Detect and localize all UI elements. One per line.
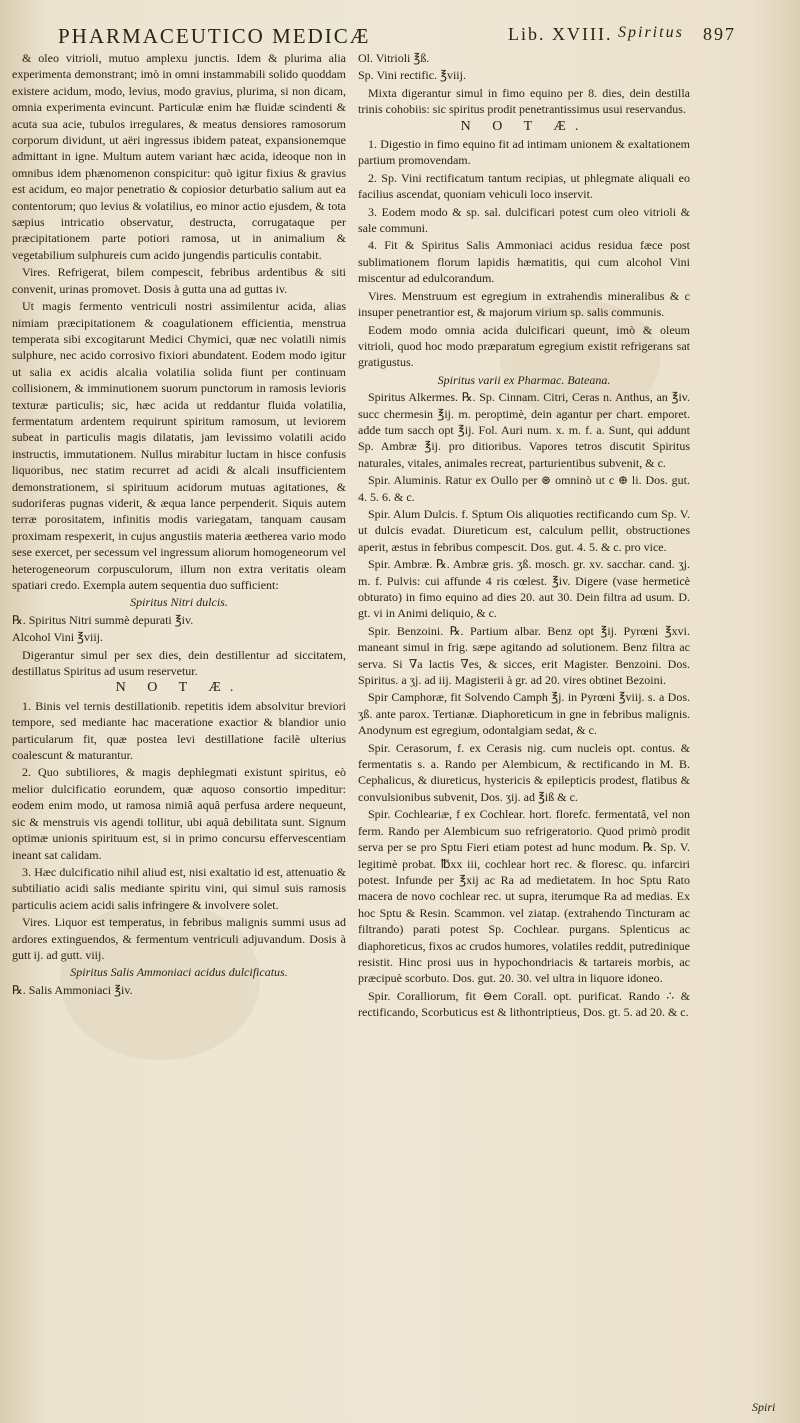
- paragraph: Vires. Refrigerat, bilem compescit, febribus ardentibus & siti convenit, urinas promovet. Dosis à gutta una ad guttas iv.: [12, 265, 346, 296]
- paragraph: 1. Digestio in fimo equino fit ad intimam unionem & exaltationem partium promovendam.: [358, 137, 690, 168]
- paragraph: Spir Camphoræ, fit Solvendo Camph ℥j. in Pyrœni ℥viij. s. a Dos. ʒß. ante parox. Tertianæ. Diaphoreticum in gne in febribus malignis. Anodynum est egregium, odontalgiam sedat, & c.: [358, 690, 690, 738]
- paragraph: Spir. Alum Dulcis. f. Sptum Ois aliquoties rectificando cum Sp. V. ut dulcis evadat. Diureticum est, calculum pellit, obstructiones aperit, æstus in febribus compescit. Dos. gut. 4. 5. & c. pro vice.: [358, 506, 690, 554]
- paragraph: 2. Sp. Vini rectificatum tantum recipias, ut phlegmate aliquali eo facilius ascendat, quoniam vehiculi loco inservit.: [358, 170, 690, 202]
- section-heading: Spiritus varii ex Pharmac. Bateana.: [437, 372, 611, 387]
- paragraph: Spir. Cochleariæ, f ex Cochlear. hort. florefc. fermentatâ, vel non ferm. Rando per Alembicum suo refrigeratorio. Quod primò prodit serva per se pro Sptu Fieri etiam potest ad hunc modum. ℞. Sp. V. legitimè probat. ℔xx iii, cochlear hort rec. & floresc. qu. infarciri potest. Infunde per ℥xij ac Ra ad medietatem. In hoc Sptu Rato macera de novo cochlear rec. ut supra, iterumque Ra ad medias. Ex hoc Sptu & Resin. Scammon. vel ziatap. (extrahendo Tincturam ac filtrando) parati potest Sp. Cochlear. purgans. Splenticus ac diaphoreticus, fixos ac crudos humores, volatiles reddit, putredinique resistit. Hinc prosi uus in hypochondriacis & tartareis morbis, ac præcipuè scorbuto. Dos. gut. 20. 30. vel ultra in liquore idoneo.: [358, 807, 690, 986]
- recipe-line: Ol. Vitrioli ℥ß.: [358, 51, 430, 65]
- paragraph: 2. Quo subtiliores, & magis dephlegmati existunt spiritus, eò melior dulcificatio eorundem, quæ aquoso consortio impeditur: eodem enim modo, ut ramosa nimiâ aquâ perfusa ardere nequeunt, sic & menstruis vis agendi tollitur, ubi aquâ debilitata sunt. Signum optimæ unionis spirituum est, si in primo concursu effervescentiam ineant sat calidam.: [12, 765, 346, 862]
- right-text-column: [358, 50, 690, 1400]
- paragraph: Spiritus Alkermes. ℞. Sp. Cinnam. Citri, Ceras n. Anthus, an ℥iv. succ chermesin ℥ij. m. peroptimè, dein agantur per chart. emporet. adde tum sacch opt ℥ij. Fol. Auri num. x. m. f. a. Sunt, qui addunt Sp. Ambræ ℥ij. pro ditioribus. Vapores tetros discutit Spiritus naturales, vitales, animales recreat, parturientibus subvenit, & c.: [358, 390, 690, 470]
- notes-heading: N O T Æ.: [115, 680, 243, 696]
- book-label: Lib. XVIII.: [508, 24, 613, 44]
- catchword: Spiri: [752, 1400, 776, 1414]
- paragraph: Spir. Cerasorum, f. ex Cerasis nig. cum nucleis opt. contus. & fermentatis s. a. Rando per Alembicum, & rectificando in M. B. Cephalicus, & diureticus, hystericis & epilepticis prodest, flatibus & convulsionibus subvenit, Dos. ʒij. ad ℥iß & c.: [358, 740, 690, 804]
- running-title: PHARMACEUTICO MEDICÆ: [58, 24, 371, 48]
- paragraph: Vires. Menstruum est egregium in extrahendis mineralibus & c insuper penetrantior est, & majorum virium sp. salis communis.: [358, 288, 690, 320]
- paragraph: & oleo vitrioli, mutuo amplexu junctis. Idem & plurima alia experimenta demonstrant; imò in omni instammabili solido quoddam existere acidum, modo, levius, modo gravius, plurima, si non dicam, omnia experimenta evincunt. Particulæ enim hæ fluidæ scindenti & acuta sua acie, tubulos irregulares, & meatus densiores ramosorum corporum dividunt, ut aëri ingressus ibidem pateat, expansionemque admittant in igne. Multum autem variant hæc acida, ideoque non in omnibus idem phænomenon conspicitur: quò igitur fixius & gravius est acidum, eo major penetratio & copiosior deturbatio salium aut ea contentorum; quo levius & volatilius, eo minor actio ejusdem, & tota sæpius intricatio observatur, destructa, corrugataque per præcipitationem parte potiori ramosa, ut in animalium & vegetabilium sulphureis cum acido jungendis particulis contabit.: [12, 51, 346, 262]
- notes-heading: N O T Æ.: [460, 118, 588, 134]
- section-label: Spiritus: [618, 24, 684, 41]
- paragraph: Eodem modo omnia acida dulcificari queunt, imò & oleum vitrioli, quod hoc modo præparatum egregium existit refrigerans sat gratigustus.: [358, 322, 690, 370]
- recipe-line: Alcohol Vini ℥viij.: [12, 630, 103, 645]
- section-heading: Spiritus Nitri dulcis.: [130, 595, 228, 610]
- paragraph: Spir. Ambræ. ℞. Ambræ gris. ʒß. mosch. gr. xv. sacchar. cand. ʒj. m. f. Pulvis: cui affunde 4 ris cœlest. ℥iv. Digere (vase hermeticè obturato) in fimo equino ad dies 20. aut 30. Dein filtra ad usum. D. gt. vi in Animi deliquio, & c.: [358, 557, 690, 621]
- recipe-line: ℞. Spiritus Nitri summè depurati ℥iv.: [12, 612, 194, 627]
- paragraph: 3. Hæc dulcificatio nihil aliud est, nisi exaltatio id est, attenuatio & subtiliatio acidi salis mediante spiritu vini, qui simul suis ramosis particulis aciem acidi salis infringere & involvere solet.: [12, 864, 346, 912]
- left-text-column: [12, 50, 346, 1400]
- running-header: [58, 18, 738, 52]
- paragraph: 4. Fit & Spiritus Salis Ammoniaci acidus residua fæce post sublimationem florum lapidis hæmatitis, qui cum alcohol Vini miscentur ad edulcorandum.: [358, 238, 690, 286]
- paragraph: Spir. Aluminis. Ratur ex Oullo per ⊛ omninò ut c ⊕ li. Dos. gut. 4. 5. 6. & c.: [358, 473, 690, 504]
- paragraph: Mixta digerantur simul in fimo equino per 8. dies, dein destilla trinis cohobiis: sic spiritus prodit penetrantissimus usui reservandus.: [358, 85, 690, 117]
- recipe-line: ℞. Salis Ammoniaci ℥iv.: [12, 982, 133, 997]
- paragraph: Spir. Benzoini. ℞. Partium albar. Benz opt ℥ij. Pyrœni ℥xvi. maneant simul in frig. sæpe agitando ad solutionem. Benz filtra ac serva. Si ∇a lactis ∇es, & sicces, erit Magister. Benzoini. Dos. Spiritus. a ʒj. ad iij. Magisterii à gr. ad 20. vires obtinet Bezoini.: [358, 623, 690, 688]
- page-number: 897: [703, 24, 736, 44]
- paragraph: Vires. Liquor est temperatus, in febribus malignis summi usus ad ardores extinguendos, & fermentum ventriculi adjuvandum. Dosis à gutt ij. ad gutt. viij.: [12, 915, 346, 962]
- paragraph: Spir. Coralliorum, fit ⊖em Corall. opt. purificat. Rando ∴ & rectificando, Scorbuticus est & lithontriptieus, Dos. gt. 5. ad 20. & c.: [358, 988, 690, 1020]
- paragraph: Digerantur simul per sex dies, dein destillentur ad siccitatem, destillatus Spiritus ad usum reservetur.: [12, 647, 346, 679]
- recipe-line: Sp. Vini rectific. ℥viij.: [358, 68, 466, 83]
- section-heading: Spiritus Salis Ammoniaci acidus dulcificatus.: [70, 965, 288, 980]
- paragraph: 1. Binis vel ternis destillationib. repetitis idem absolvitur breviori tempore, sed mediante hac maceratione exactior & blandior unio particularum fit, quæ postea levi destillatione facilè ulterius coalescunt & maturantur.: [12, 698, 346, 763]
- paragraph: Ut magis fermento ventriculi nostri assimilentur acida, alias nimiam præcipitationem & coagulationem efficientia, menstrua temperata sibi excogitarunt Medici Chymici, quæ nec volatili nimis sulphure, nec acido corrosivo fixiori abundatent. Eodem modo igitur ut salia ex acidis alcalia volatilia solida fiunt per continuam collisionem, & imminutionem suorum punctorum in ramosis levioris texturæ particulis; sic, hæc acida ut reddantur fluida volatilia, fermentatum ardentem requirunt spiritum ramosum, ut leviorem subeat in particulis magis dilatatis, jam levissimo volatili acido instructis, immutationem. Nullus mirabitur luctam in hisce confusis liquoribus, nec statim recurret ad acidi & alcali insufficientem demonstrationem, si spirituum acidorum mutuas agitationes, & sudoriferas pugnas viderit, & æqua lance perpenderit. Siquis autem terræ porositatem, infinitis modis variegatam, tanquam causam proximam respexerit, in cujus angustiis materia æetherea vario modo sese exercet, per secessum vel ingressum aliorum homogeneorum vel heterogeneorum corpusculorum, illum non extra veritatis oleam spatiari credo. Exempla autem sequentia duo sufficient:: [12, 299, 346, 592]
- paragraph: 3. Eodem modo & sp. sal. dulcificari potest cum oleo vitrioli & sale communi.: [358, 204, 690, 236]
